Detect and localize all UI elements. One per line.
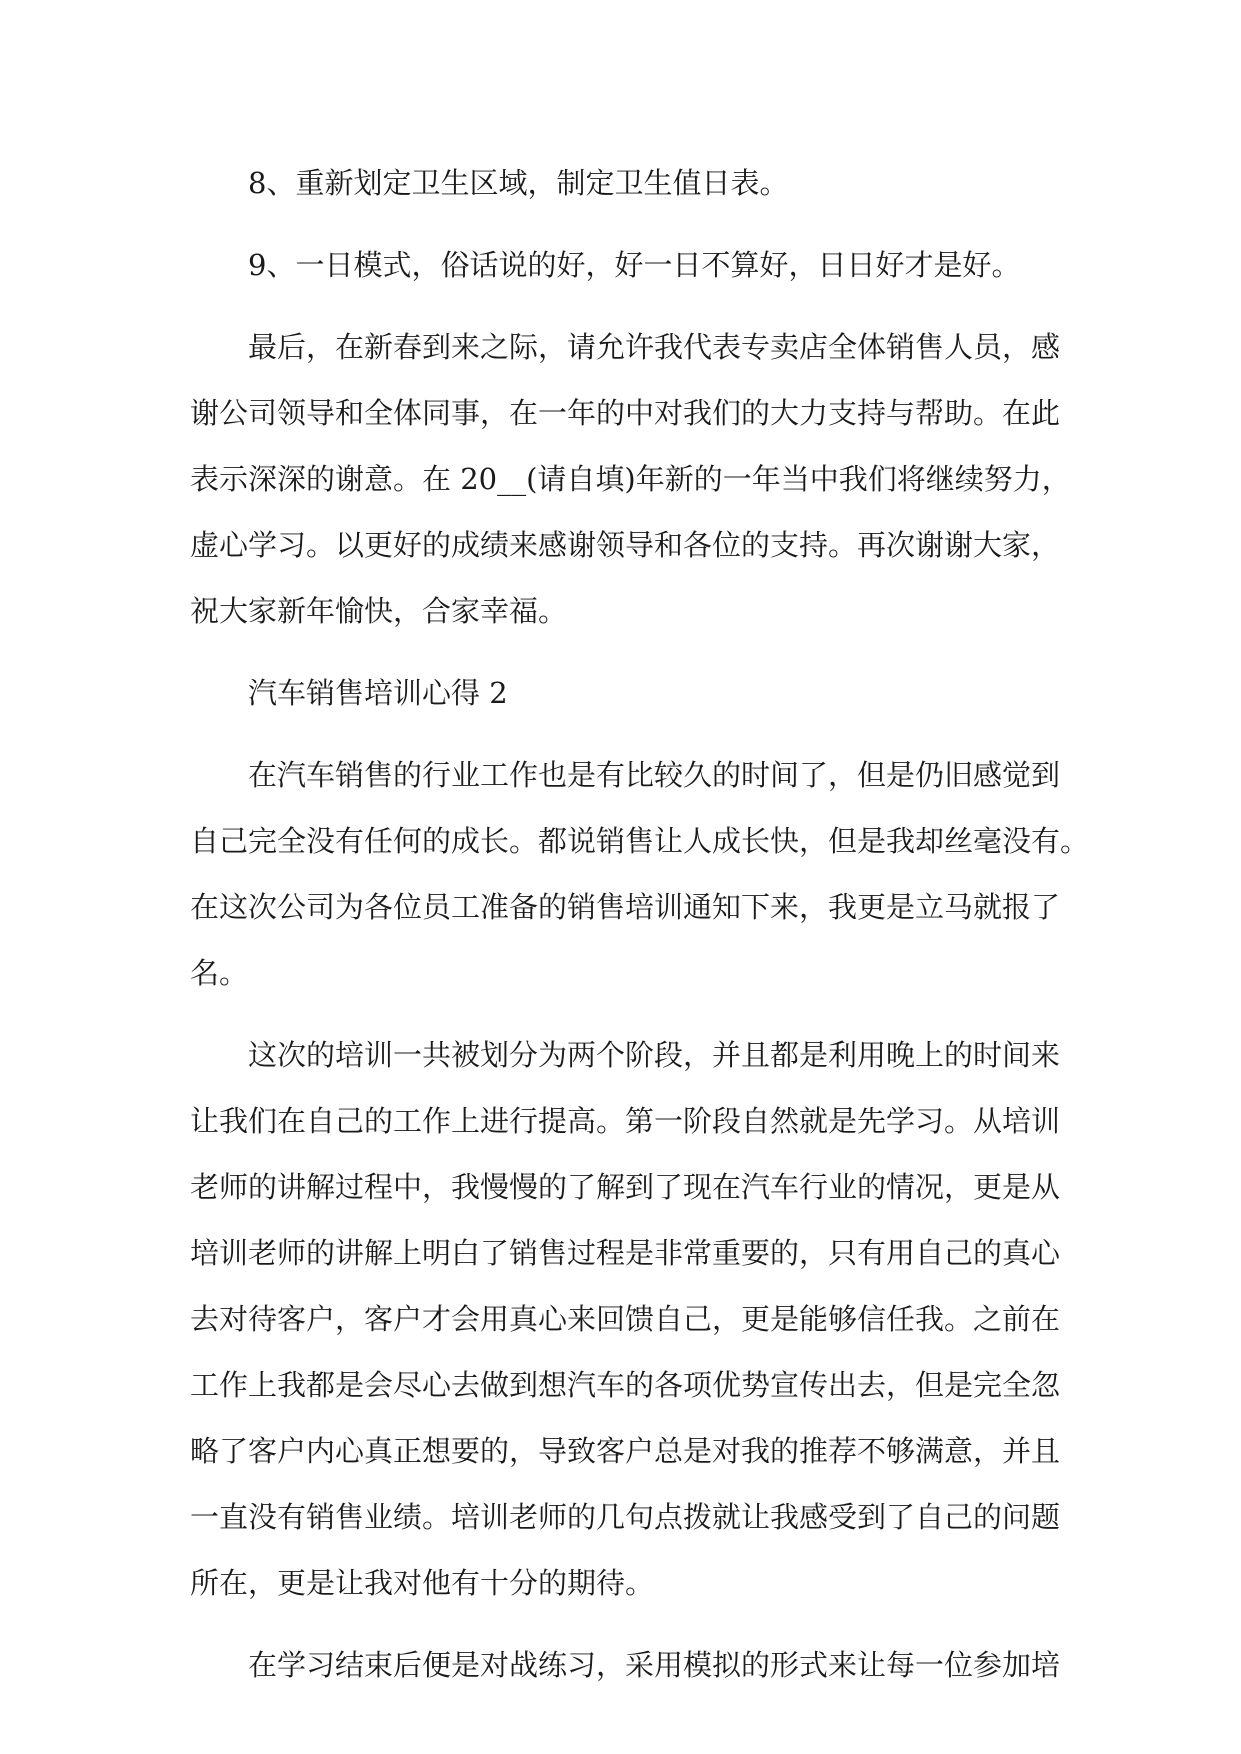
text-line: 培训老师的讲解上明白了销售过程是非常重要的，只有用自己的真心 [190,1236,1061,1270]
text-line: 所在，更是让我对他有十分的期待。 [190,1566,655,1600]
text-line: 工作上我都是会尽心去做到想汽车的各项优势宣传出去，但是完全忽 [190,1368,1061,1402]
text-line: 一直没有销售业绩。培训老师的几句点拨就让我感受到了自己的问题 [190,1500,1061,1534]
text-line: 这次的培训一共被划分为两个阶段，并且都是利用晚上的时间来 [248,1038,1061,1072]
paragraph-item-8 [190,150,1065,216]
heading-text: 汽车销售培训心得 2 [248,676,508,710]
paragraph-training-stages [190,1022,1065,1616]
text-line: 8、重新划定卫生区域，制定卫生值日表。 [248,166,789,200]
text-line: 最后，在新春到来之际，请允许我代表专卖店全体销售人员，感 [248,330,1061,364]
paragraph-closing-thanks [190,314,1071,644]
document-page [190,150,1090,1714]
text-line: 略了客户内心真正想要的，导致客户总是对我的推荐不够满意，并且 [190,1434,1061,1468]
text-line: 表示深深的谢意。在 20__(请自填)年新的一年当中我们将继续努力， [190,462,1071,496]
text-line: 去对待客户，客户才会用真心来回馈自己，更是能够信任我。之前在 [190,1302,1061,1336]
text-line: 虚心学习。以更好的成绩来感谢领导和各位的支持。再次谢谢大家， [190,528,1061,562]
paragraph-item-9 [190,232,1065,298]
text-line: 祝大家新年愉快，合家幸福。 [190,594,568,628]
paragraph-intro [190,742,1090,1006]
text-line: 自己完全没有任何的成长。都说销售让人成长快，但是我却丝毫没有。 [190,824,1090,858]
text-line: 让我们在自己的工作上进行提高。第一阶段自然就是先学习。从培训 [190,1104,1061,1138]
text-line: 老师的讲解过程中，我慢慢的了解到了现在汽车行业的情况，更是从 [190,1170,1061,1204]
text-line: 在学习结束后便是对战练习，采用模拟的形式来让每一位参加培 [248,1648,1061,1682]
text-line: 9、一日模式，俗话说的好，好一日不算好，日日好才是好。 [248,248,1021,282]
section-heading [190,660,1065,726]
paragraph-practice [190,1632,1065,1698]
text-line: 谢公司领导和全体同事，在一年的中对我们的大力支持与帮助。在此 [190,396,1061,430]
text-line: 名。 [190,956,249,990]
text-line: 在这次公司为各位员工准备的销售培训通知下来，我更是立马就报了 [190,890,1061,924]
text-line: 在汽车销售的行业工作也是有比较久的时间了，但是仍旧感觉到 [248,758,1061,792]
